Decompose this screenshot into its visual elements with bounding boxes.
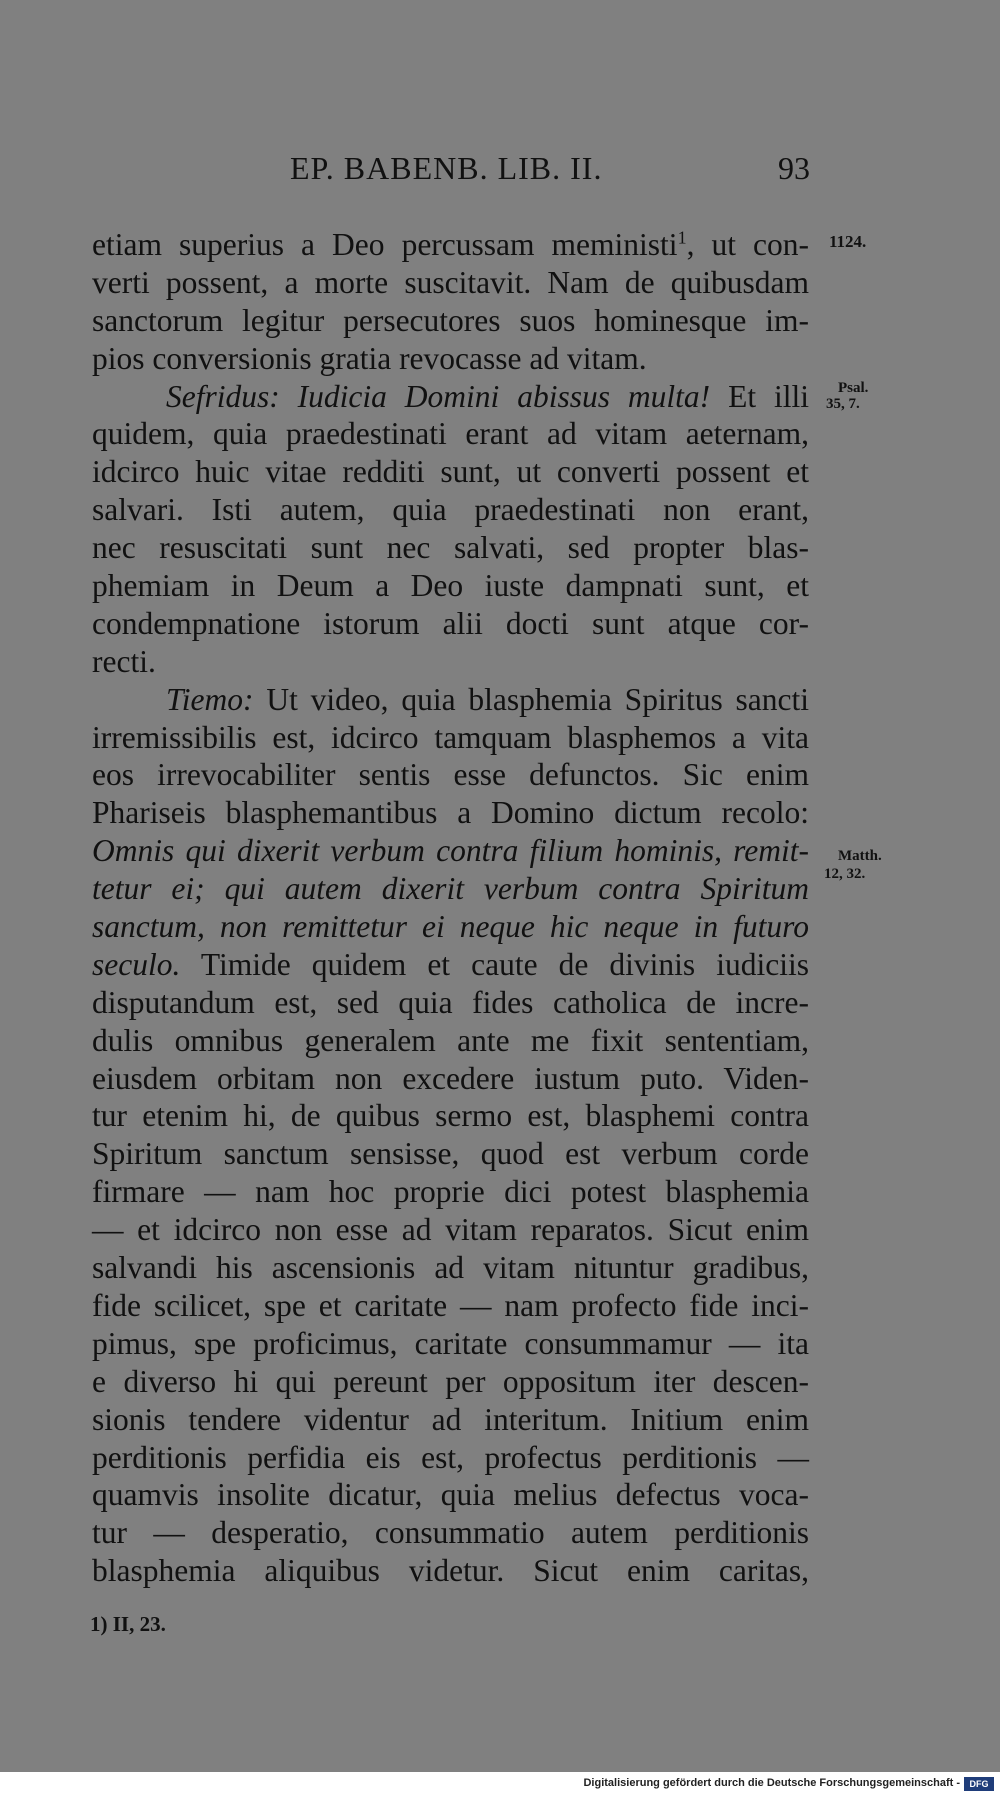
text-line: eos irrevocabiliter sentis esse defunctos. Sic enim	[92, 757, 809, 793]
text-line: sionis tendere videntur ad interitum. Initium enim	[92, 1401, 809, 1437]
margin-psal-ref-2: 35, 7.	[826, 396, 860, 412]
footer-bar	[0, 1772, 1000, 1797]
text-line: sanctorum legitur persecutores suos hominesque im-	[92, 302, 809, 338]
margin-matth-ref-1: Matth.	[838, 848, 882, 864]
footnote-marker: 1	[677, 227, 687, 248]
text-line: pimus, spe proficimus, caritate consummamur — ita	[92, 1325, 809, 1361]
text-line: salvandi his ascensionis ad vitam nituntur gradibus,	[92, 1250, 809, 1286]
text-line: pios conversionis gratia revocasse ad vitam.	[92, 340, 647, 376]
text-line: quidem, quia praedestinati erant ad vitam aeternam,	[92, 416, 809, 452]
digitization-credit: Digitalisierung gefördert durch die Deutsche Forschungsgemeinschaft -	[583, 1777, 960, 1789]
text-line: disputandum est, sed quia fides catholica de incre-	[92, 984, 809, 1020]
text-line: Tiemo: Ut video, quia blasphemia Spiritus sancti	[166, 681, 809, 717]
text-line: dulis omnibus generalem ante me fixit sententiam,	[92, 1022, 809, 1058]
speaker-quote: Sefridus: Iudicia Domini abissus multa!	[166, 378, 711, 414]
text-line: tur etenim hi, de quibus sermo est, blasphemi contra	[92, 1098, 809, 1134]
page-number: 93	[778, 150, 810, 186]
speaker-name: Tiemo:	[166, 681, 254, 717]
text-line: e diverso hi qui pereunt per oppositum iter descen-	[92, 1363, 809, 1399]
text-line: Sefridus: Iudicia Domini abissus multa! Et illi	[166, 378, 809, 414]
text-line: condempnatione istorum alii docti sunt atque cor-	[92, 605, 809, 641]
text-line: Phariseis blasphemantibus a Domino dictum recolo:	[92, 795, 809, 831]
margin-year: 1124.	[829, 232, 867, 251]
margin-psal-ref-1: Psal.	[838, 380, 869, 396]
text-line: sanctum, non remittetur ei neque hic neque in futuro	[92, 909, 809, 945]
footnote: 1) II, 23.	[90, 1612, 166, 1636]
dfg-logo: DFG	[964, 1777, 994, 1791]
margin-matth-ref-2: 12, 32.	[824, 866, 866, 882]
text-line: tetur ei; qui autem dixerit verbum contra Spiritum	[92, 871, 809, 907]
text-line: Omnis qui dixerit verbum contra filium hominis, remit-	[92, 833, 809, 869]
text-line: firmare — nam hoc proprie dici potest blasphemia	[92, 1174, 809, 1210]
text-line: idcirco huic vitae redditi sunt, ut converti possent et	[92, 454, 809, 490]
text-line: nec resuscitati sunt nec salvati, sed propter blas-	[92, 530, 809, 566]
text-line: perditionis perfidia eis est, profectus perditionis —	[92, 1439, 809, 1475]
text-line: blasphemia aliquibus videtur. Sicut enim caritas,	[92, 1553, 809, 1589]
text-line: tur — desperatio, consummatio autem perditionis	[92, 1515, 809, 1551]
text-line: verti possent, a morte suscitavit. Nam de quibusdam	[92, 264, 809, 300]
text-line: irremissibilis est, idcirco tamquam blasphemos a vita	[92, 719, 809, 755]
text-line: Spiritum sanctum sensisse, quod est verbum corde	[92, 1136, 809, 1172]
running-title: EP. BABENB. LIB. II.	[290, 150, 603, 186]
text-line: — et idcirco non esse ad vitam reparatos. Sicut enim	[92, 1212, 809, 1248]
text-line: etiam superius a Deo percussam meministi$^1$, ut con-	[92, 227, 809, 262]
text-line: eiusdem orbitam non excedere iustum puto. Viden-	[92, 1060, 809, 1096]
text-line: fide scilicet, spe et caritate — nam profecto fide inci-	[92, 1287, 809, 1323]
body-text	[92, 226, 809, 1590]
text-line: recti.	[92, 643, 156, 679]
text-line: seculo. Timide quidem et caute de divinis iudiciis	[92, 946, 809, 982]
text-line: salvari. Isti autem, quia praedestinati non erant,	[92, 492, 809, 528]
text-line: quamvis insolite dicatur, quia melius defectus voca-	[92, 1477, 809, 1513]
text-line: phemiam in Deum a Deo iuste dampnati sunt, et	[92, 568, 809, 604]
